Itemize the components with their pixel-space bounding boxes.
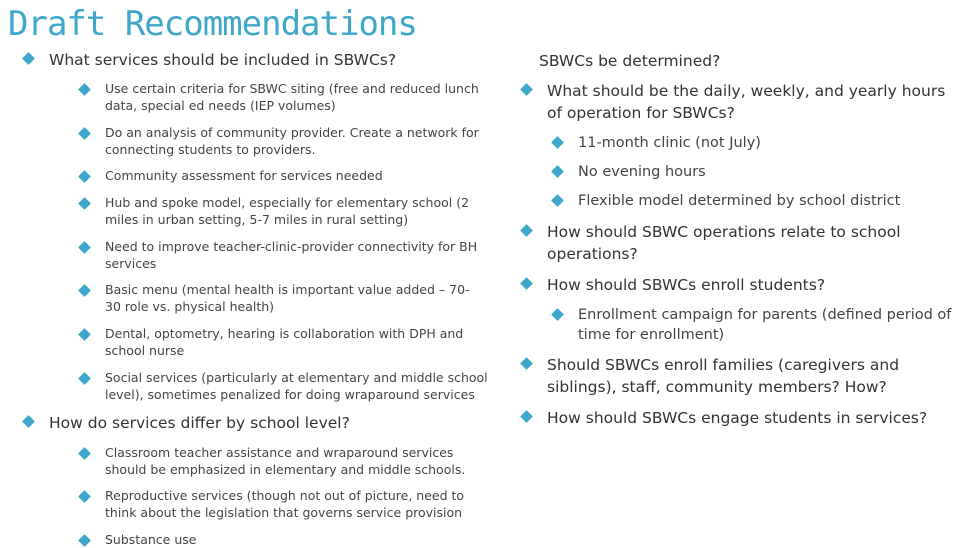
list-item: Basic menu (mental health is important value added – 70-30 role vs. physical health) <box>80 281 480 315</box>
list-item: Use certain criteria for SBWC siting (free and reduced lunch data, special ed needs (IEP volumes) <box>80 80 480 114</box>
diamond-bullet-icon <box>551 165 564 178</box>
diamond-bullet-icon <box>22 52 35 65</box>
list-item: Hub and spoke model, especially for elementary school (2 miles in urban setting, 5-7 miles in rural setting) <box>80 194 480 228</box>
list-item: Need to improve teacher-clinic-provider connectivity for BH services <box>80 238 480 272</box>
list-item: Reproductive services (though not out of picture, need to think about the legislation that governs service provision <box>80 487 480 521</box>
diamond-bullet-icon <box>520 357 533 370</box>
list-item: Social services (particularly at elementary and middle school level), sometimes penalized for doing wraparound services <box>80 369 490 403</box>
question-enroll-students: How should SBWCs enroll students? <box>522 274 942 296</box>
list-item: No evening hours <box>553 162 953 182</box>
diamond-bullet-icon <box>551 308 564 321</box>
diamond-bullet-icon <box>520 83 533 96</box>
diamond-bullet-icon <box>78 241 91 254</box>
diamond-bullet-icon <box>78 372 91 385</box>
question-enroll-families: Should SBWCs enroll families (caregivers and siblings), staff, community members? How? <box>522 354 922 398</box>
diamond-bullet-icon <box>520 224 533 237</box>
diamond-bullet-icon <box>78 490 91 503</box>
diamond-bullet-icon <box>78 534 91 547</box>
diamond-bullet-icon <box>520 277 533 290</box>
list-item: Do an analysis of community provider. Create a network for connecting students to providers. <box>80 124 480 158</box>
list-item: 11-month clinic (not July) <box>553 133 953 153</box>
diamond-bullet-icon <box>551 136 564 149</box>
question-services-differ <box>24 412 494 434</box>
question-engage-students: How should SBWCs engage students in services? <box>522 407 958 429</box>
question-text: How do services differ by school level? <box>49 414 350 432</box>
slide-title: Draft Recommendations <box>8 4 417 44</box>
list-item: Dental, optometry, hearing is collaboration with DPH and school nurse <box>80 325 480 359</box>
diamond-bullet-icon <box>78 127 91 140</box>
diamond-bullet-icon <box>22 415 35 428</box>
diamond-bullet-icon <box>551 194 564 207</box>
list-item: Classroom teacher assistance and wraparound services should be emphasized in elementary and middle schools. <box>80 444 480 478</box>
question-hours: What should be the daily, weekly, and yearly hours of operation for SBWCs? <box>522 80 958 124</box>
diamond-bullet-icon <box>78 83 91 96</box>
diamond-bullet-icon <box>78 447 91 460</box>
question-services-included <box>24 49 494 71</box>
diamond-bullet-icon <box>78 284 91 297</box>
list-item: Substance use <box>80 531 480 548</box>
question-operations: How should SBWC operations relate to school operations? <box>522 221 922 265</box>
diamond-bullet-icon <box>78 170 91 183</box>
diamond-bullet-icon <box>78 197 91 210</box>
list-item: Community assessment for services needed <box>80 167 480 184</box>
question-text: What services should be included in SBWCs? <box>49 51 397 69</box>
list-item: Flexible model determined by school district <box>553 191 953 211</box>
diamond-bullet-icon <box>78 328 91 341</box>
diamond-bullet-icon <box>520 410 533 423</box>
list-item: Enrollment campaign for parents (defined period of time for enrollment) <box>553 305 953 345</box>
continued-text: SBWCs be determined? <box>539 52 721 70</box>
